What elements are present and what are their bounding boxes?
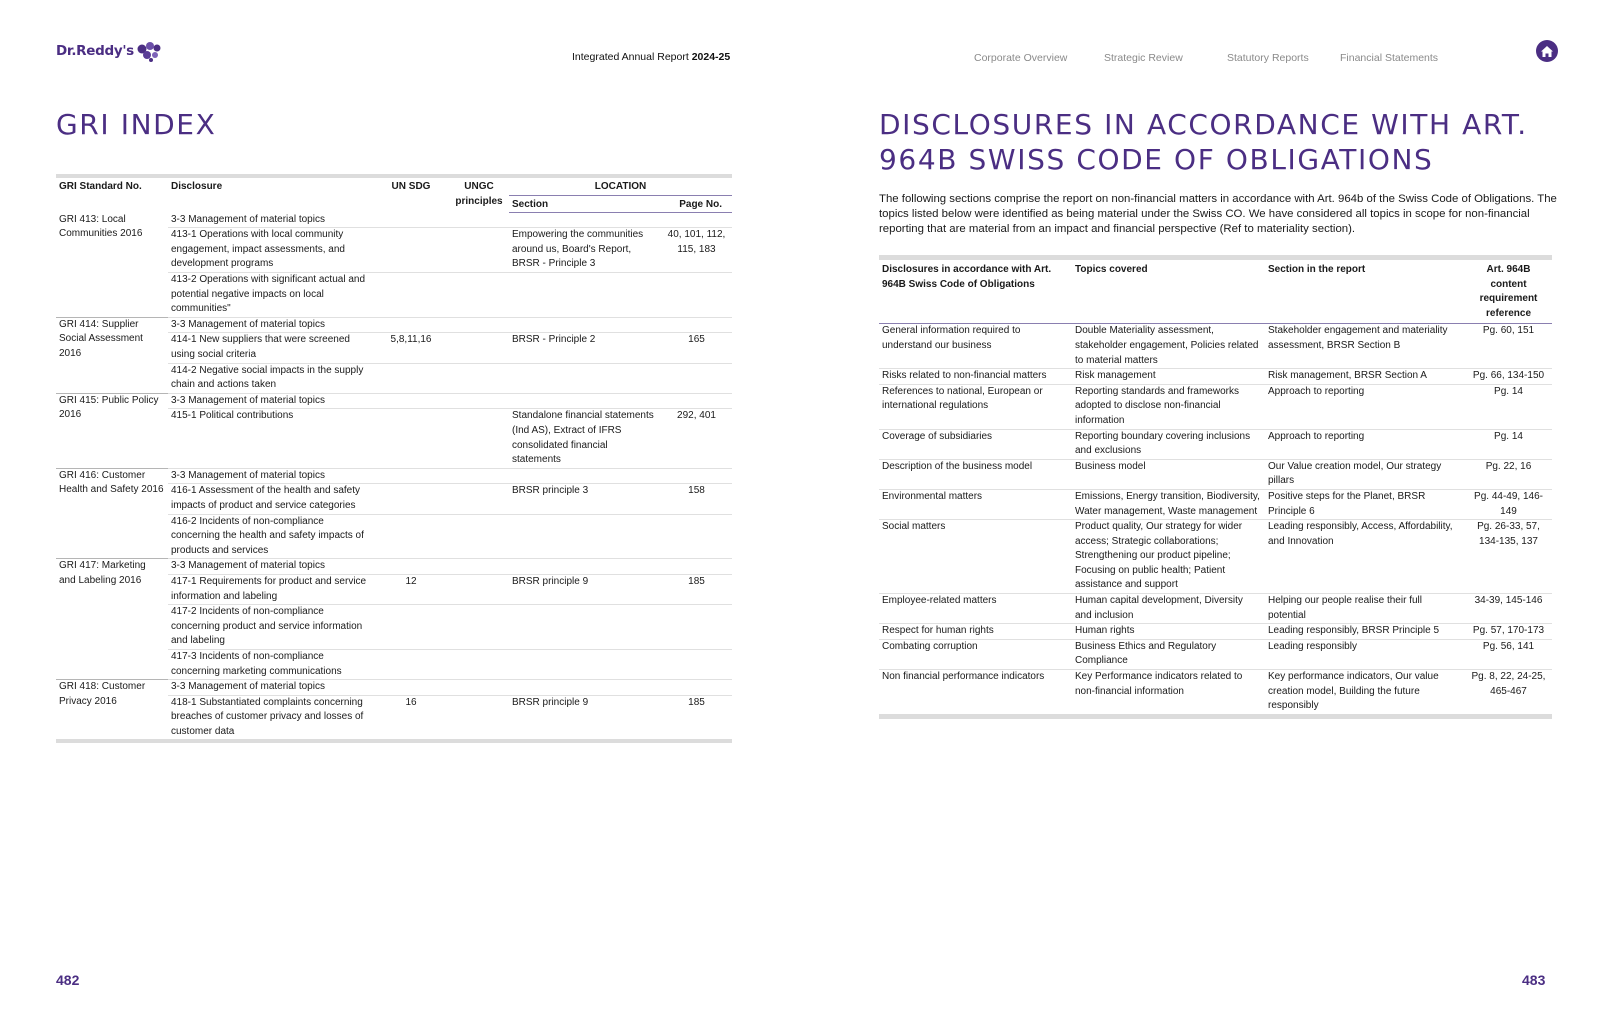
disclosure-cell: 3-3 Management of material topics	[168, 559, 373, 575]
un-sdg-cell	[373, 680, 449, 696]
col-reference: Art. 964B content requirement reference	[1465, 258, 1552, 324]
section-cell	[509, 363, 661, 393]
topics-cell: Product quality, Our strategy for wider access; Strategic collaborations; Strengthening our product pipeline; Focusing on public health; Patient assistance and support	[1072, 520, 1265, 594]
swiss-disclosure-cell: Social matters	[879, 520, 1072, 594]
section-cell: BRSR principle 3	[509, 484, 661, 514]
report-section-cell: Leading responsibly, BRSR Principle 5	[1265, 624, 1465, 640]
page-no-cell: 158	[661, 484, 732, 514]
un-sdg-cell	[373, 649, 449, 679]
topics-cell: Business model	[1072, 459, 1265, 489]
col-report-section: Section in the report	[1265, 258, 1465, 324]
gri-standard-cell: GRI 415: Public Policy 2016	[56, 393, 168, 468]
page-no-cell	[661, 649, 732, 679]
home-button[interactable]	[1536, 40, 1558, 62]
un-sdg-cell	[373, 514, 449, 559]
table-row	[56, 559, 732, 575]
nav-statutory-reports[interactable]: Statutory Reports	[1227, 52, 1309, 64]
swiss-disclosure-cell: Employee-related matters	[879, 594, 1072, 624]
swiss-disclosure-cell: General information required to understand our business	[879, 324, 1072, 369]
table-row	[56, 393, 732, 409]
swiss-disclosures-table	[879, 255, 1552, 719]
disclosure-cell: 3-3 Management of material topics	[168, 393, 373, 409]
ungc-cell	[449, 574, 509, 604]
disclosure-cell: 414-1 New suppliers that were screened using social criteria	[168, 333, 373, 363]
ungc-cell	[449, 484, 509, 514]
topics-cell: Business Ethics and Regulatory Compliance	[1072, 639, 1265, 669]
page-no-cell: 165	[661, 333, 732, 363]
section-cell	[509, 213, 661, 228]
table-row	[879, 489, 1552, 519]
col-disclosure: Disclosure	[171, 181, 223, 192]
reference-cell: Pg. 66, 134-150	[1465, 369, 1552, 385]
col-un-sdg: UN SDG	[391, 181, 431, 192]
page-no-cell	[661, 514, 732, 559]
un-sdg-cell	[373, 409, 449, 468]
page-no-cell	[661, 605, 732, 650]
topics-cell: Reporting boundary covering inclusions and exclusions	[1072, 429, 1265, 459]
section-cell: BRSR principle 9	[509, 695, 661, 741]
swiss-disclosure-cell: Description of the business model	[879, 459, 1072, 489]
page-no-cell: 40, 101, 112, 115, 183	[661, 228, 732, 273]
gri-index-title: GRI INDEX	[56, 108, 217, 141]
report-section-cell: Key performance indicators, Our value creation model, Building the future responsibly	[1265, 670, 1465, 717]
report-section-cell: Our Value creation model, Our strategy pillars	[1265, 459, 1465, 489]
un-sdg-cell	[373, 317, 449, 333]
section-cell	[509, 514, 661, 559]
page-no-cell	[661, 317, 732, 333]
section-cell: Standalone financial statements (Ind AS), Extract of IFRS consolidated financial statements	[509, 409, 661, 468]
page-no-cell	[661, 213, 732, 228]
section-cell	[509, 468, 661, 484]
report-title-prefix: Integrated Annual Report	[572, 51, 689, 63]
reference-cell: Pg. 22, 16	[1465, 459, 1552, 489]
disclosure-cell: 3-3 Management of material topics	[168, 317, 373, 333]
page-no-cell	[661, 559, 732, 575]
section-cell: Empowering the communities around us, Board's Report, BRSR - Principle 3	[509, 228, 661, 273]
un-sdg-cell	[373, 213, 449, 228]
swiss-disclosure-cell: Respect for human rights	[879, 624, 1072, 640]
topics-cell: Human rights	[1072, 624, 1265, 640]
ungc-cell	[449, 680, 509, 696]
reference-cell: Pg. 60, 151	[1465, 324, 1552, 369]
un-sdg-cell: 12	[373, 574, 449, 604]
ungc-cell	[449, 363, 509, 393]
disclosure-cell: 416-1 Assessment of the health and safety impacts of product and service categories	[168, 484, 373, 514]
col-location: LOCATION	[509, 176, 732, 195]
ungc-cell	[449, 333, 509, 363]
page-no-cell	[661, 273, 732, 318]
disclosure-cell: 413-2 Operations with significant actual and potential negative impacts on local communities"	[168, 273, 373, 318]
disclosure-cell: 416-2 Incidents of non-compliance concerning the health and safety impacts of products and services	[168, 514, 373, 559]
table-row	[879, 459, 1552, 489]
ungc-cell	[449, 514, 509, 559]
report-title-year: 2024-25	[691, 51, 731, 63]
logo-text: Dr.Reddy's	[56, 43, 134, 59]
un-sdg-cell	[373, 273, 449, 318]
col-ungc: UNGC principles	[455, 181, 503, 207]
gri-standard-cell: GRI 413: Local Communities 2016	[56, 213, 168, 318]
disclosure-cell: 3-3 Management of material topics	[168, 213, 373, 228]
page-no-cell: 185	[661, 574, 732, 604]
gri-standard-cell: GRI 416: Customer Health and Safety 2016	[56, 468, 168, 559]
ungc-cell	[449, 273, 509, 318]
disclosure-cell: 418-1 Substantiated complaints concerning breaches of customer privacy and losses of customer data	[168, 695, 373, 741]
table-row	[879, 624, 1552, 640]
swiss-disclosure-cell: Coverage of subsidiaries	[879, 429, 1072, 459]
ungc-cell	[449, 559, 509, 575]
reference-cell: Pg. 14	[1465, 429, 1552, 459]
report-section-cell: Stakeholder engagement and materiality assessment, BRSR Section B	[1265, 324, 1465, 369]
table-row	[56, 317, 732, 333]
table-row	[879, 324, 1552, 369]
page-no-cell	[661, 363, 732, 393]
nav-corporate-overview[interactable]: Corporate Overview	[974, 52, 1068, 64]
un-sdg-cell	[373, 559, 449, 575]
nav-financial-statements[interactable]: Financial Statements	[1340, 52, 1439, 64]
logo-mark-icon	[137, 40, 161, 62]
disclosure-cell: 415-1 Political contributions	[168, 409, 373, 468]
page-number-right: 483	[1522, 972, 1546, 988]
table-row	[879, 429, 1552, 459]
col-gri-standard: GRI Standard No.	[59, 181, 142, 192]
table-row	[879, 369, 1552, 385]
disclosure-cell: 417-1 Requirements for product and service information and labeling	[168, 574, 373, 604]
report-section-cell: Leading responsibly, Access, Affordability, and Innovation	[1265, 520, 1465, 594]
ungc-cell	[449, 649, 509, 679]
gri-standard-cell: GRI 414: Supplier Social Assessment 2016	[56, 317, 168, 393]
topics-cell: Reporting standards and frameworks adopted to disclose non-financial information	[1072, 384, 1265, 429]
col-topics: Topics covered	[1072, 258, 1265, 324]
section-cell	[509, 680, 661, 696]
swiss-disclosure-cell: Risks related to non-financial matters	[879, 369, 1072, 385]
section-cell	[509, 273, 661, 318]
reference-cell: 34-39, 145-146	[1465, 594, 1552, 624]
report-section-cell: Positive steps for the Planet, BRSR Principle 6	[1265, 489, 1465, 519]
un-sdg-cell	[373, 484, 449, 514]
ungc-cell	[449, 605, 509, 650]
reference-cell: Pg. 57, 170-173	[1465, 624, 1552, 640]
home-icon	[1540, 45, 1554, 58]
col-page-no: Page No.	[661, 195, 732, 213]
ungc-cell	[449, 317, 509, 333]
ungc-cell	[449, 393, 509, 409]
page-no-cell: 292, 401	[661, 409, 732, 468]
page-number-left: 482	[56, 972, 80, 988]
topics-cell: Emissions, Energy transition, Biodiversity, Water management, Waste management	[1072, 489, 1265, 519]
section-cell: BRSR principle 9	[509, 574, 661, 604]
report-title	[572, 51, 730, 63]
disclosure-cell: 3-3 Management of material topics	[168, 680, 373, 696]
reference-cell: Pg. 44-49, 146-149	[1465, 489, 1552, 519]
section-cell	[509, 605, 661, 650]
section-cell	[509, 393, 661, 409]
section-cell	[509, 317, 661, 333]
section-cell	[509, 649, 661, 679]
company-logo[interactable]	[56, 40, 161, 62]
gri-standard-cell: GRI 418: Customer Privacy 2016	[56, 680, 168, 742]
ungc-cell	[449, 695, 509, 741]
topics-cell: Human capital development, Diversity and inclusion	[1072, 594, 1265, 624]
disclosure-cell: 413-1 Operations with local community engagement, impact assessments, and development programs	[168, 228, 373, 273]
ungc-cell	[449, 468, 509, 484]
swiss-disclosure-cell: Combating corruption	[879, 639, 1072, 669]
table-row	[879, 670, 1552, 717]
un-sdg-cell: 16	[373, 695, 449, 741]
topics-cell: Double Materiality assessment, stakeholder engagement, Policies related to material matters	[1072, 324, 1265, 369]
disclosure-cell: 3-3 Management of material topics	[168, 468, 373, 484]
table-row	[56, 680, 732, 696]
reference-cell: Pg. 56, 141	[1465, 639, 1552, 669]
un-sdg-cell	[373, 228, 449, 273]
report-section-cell: Leading responsibly	[1265, 639, 1465, 669]
page-no-cell: 185	[661, 695, 732, 741]
col-swiss-disclosure: Disclosures in accordance with Art. 964B Swiss Code of Obligations	[879, 258, 1072, 324]
disclosure-cell: 414-2 Negative social impacts in the supply chain and actions taken	[168, 363, 373, 393]
table-row	[879, 520, 1552, 594]
ungc-cell	[449, 409, 509, 468]
col-section: Section	[509, 195, 661, 213]
swiss-disclosure-cell: Environmental matters	[879, 489, 1072, 519]
table-row	[56, 468, 732, 484]
topics-cell: Risk management	[1072, 369, 1265, 385]
report-section-cell: Approach to reporting	[1265, 429, 1465, 459]
gri-standard-cell: GRI 417: Marketing and Labeling 2016	[56, 559, 168, 680]
report-section-cell: Approach to reporting	[1265, 384, 1465, 429]
table-row	[879, 639, 1552, 669]
section-cell: BRSR - Principle 2	[509, 333, 661, 363]
table-row	[879, 384, 1552, 429]
disclosure-cell: 417-3 Incidents of non-compliance concerning marketing communications	[168, 649, 373, 679]
topics-cell: Key Performance indicators related to non-financial information	[1072, 670, 1265, 717]
page-no-cell	[661, 468, 732, 484]
ungc-cell	[449, 213, 509, 228]
swiss-disclosure-cell: Non financial performance indicators	[879, 670, 1072, 717]
disclosure-cell: 417-2 Incidents of non-compliance concerning product and service information and labeling	[168, 605, 373, 650]
page-no-cell	[661, 393, 732, 409]
table-row	[879, 594, 1552, 624]
page-no-cell	[661, 680, 732, 696]
swiss-intro-text: The following sections comprise the report on non-financial matters in accordance with Art. 964b of the Swiss Code of Obligations. The topics listed below were identified as being material under the Swiss CO. We have considered all topics in scope for non-financial reporting that are material from an impact and financial perspective (Ref to materiality section).	[879, 193, 1557, 235]
un-sdg-cell	[373, 393, 449, 409]
section-cell	[509, 559, 661, 575]
reference-cell: Pg. 26-33, 57, 134-135, 137	[1465, 520, 1552, 594]
swiss-disclosures-title: DISCLOSURES IN ACCORDANCE WITH ART. 964B SWISS CODE OF OBLIGATIONS	[879, 108, 1528, 176]
un-sdg-cell	[373, 605, 449, 650]
ungc-cell	[449, 228, 509, 273]
un-sdg-cell	[373, 468, 449, 484]
reference-cell: Pg. 8, 22, 24-25, 465-467	[1465, 670, 1552, 717]
report-section-cell: Helping our people realise their full potential	[1265, 594, 1465, 624]
un-sdg-cell: 5,8,11,16	[373, 333, 449, 363]
swiss-disclosure-cell: References to national, European or international regulations	[879, 384, 1072, 429]
reference-cell: Pg. 14	[1465, 384, 1552, 429]
report-section-cell: Risk management, BRSR Section A	[1265, 369, 1465, 385]
un-sdg-cell	[373, 363, 449, 393]
nav-strategic-review[interactable]: Strategic Review	[1104, 52, 1183, 64]
table-row	[56, 213, 732, 228]
gri-index-table	[56, 174, 732, 743]
